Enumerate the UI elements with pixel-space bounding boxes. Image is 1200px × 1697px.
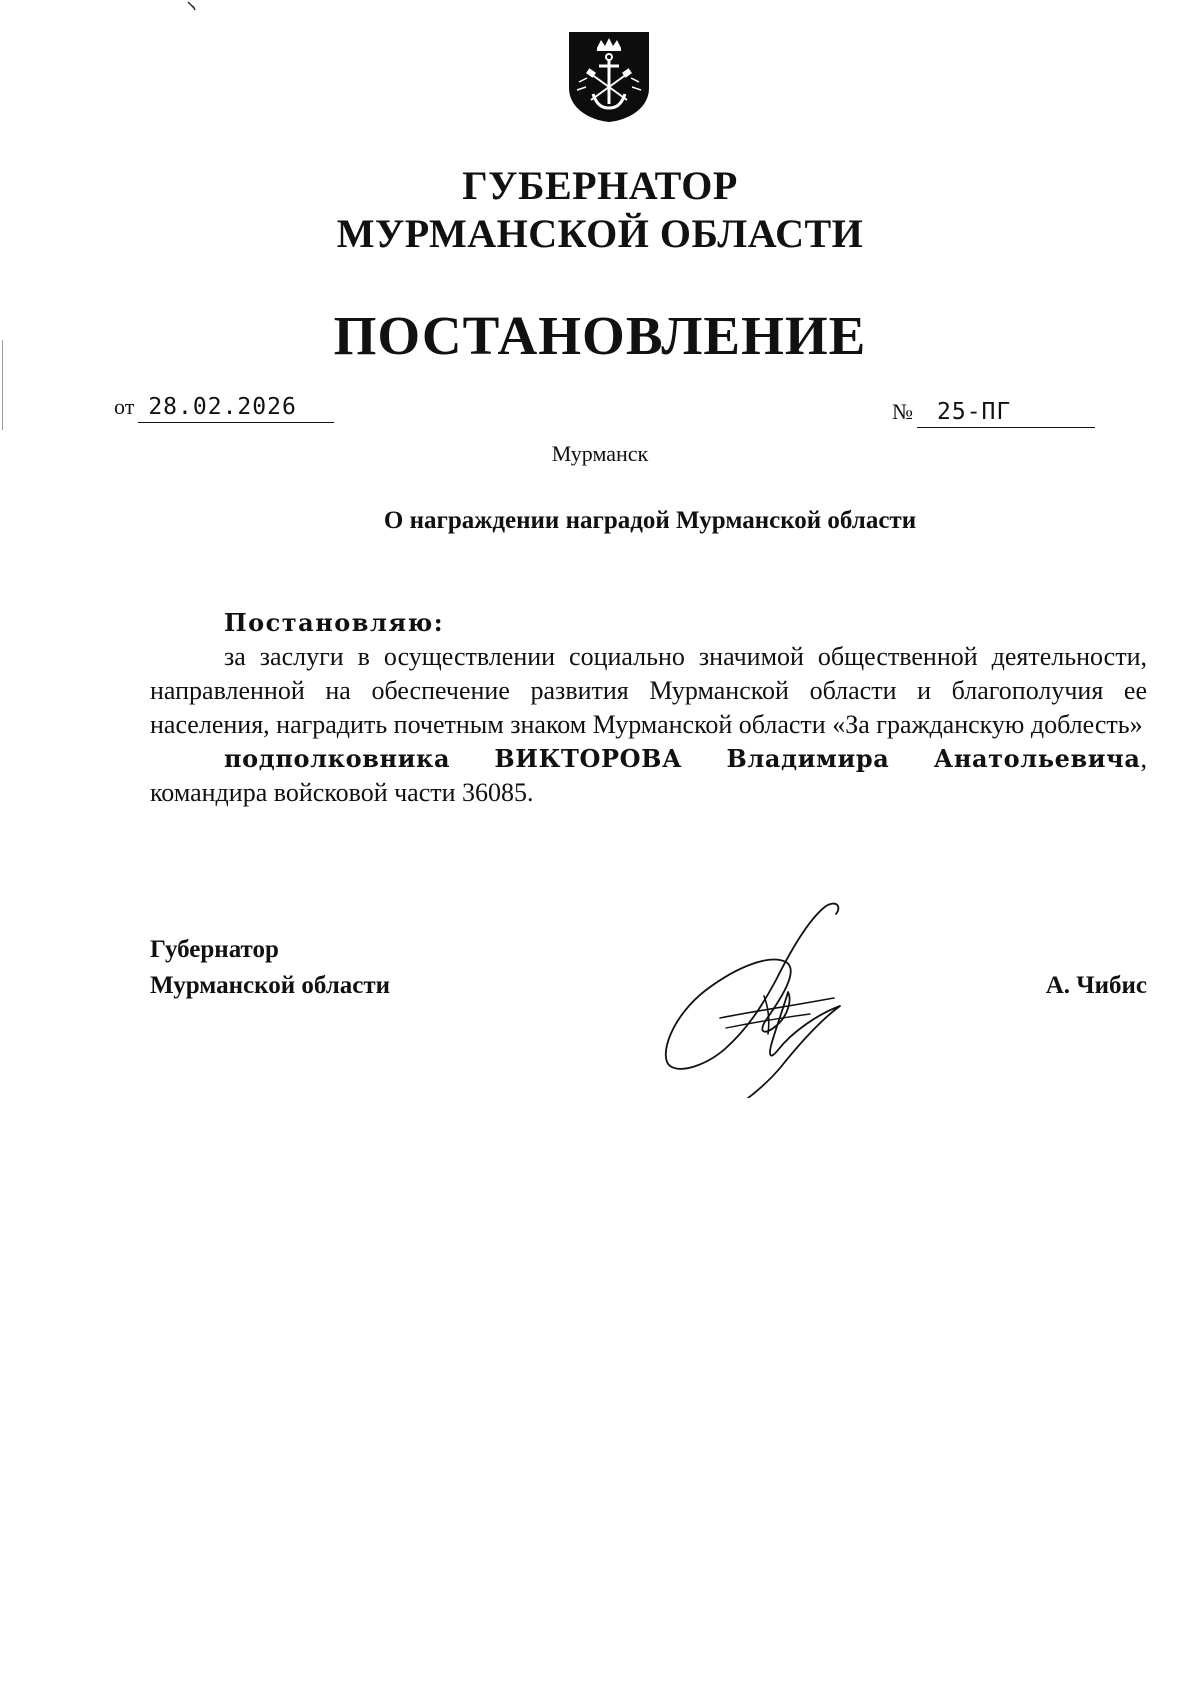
awardee-paragraph (150, 742, 1147, 810)
number-row (892, 397, 1095, 428)
scan-artifact-mark (186, 0, 200, 14)
issuer-heading (0, 162, 1200, 258)
date-row (114, 392, 334, 423)
signer-title (150, 932, 390, 1004)
issuer-line-1: ГУБЕРНАТОР (462, 163, 738, 208)
issuer-line-2: МУРМАНСКОЙ ОБЛАСТИ (336, 211, 864, 256)
city-label: Мурманск (551, 441, 649, 466)
signer-name: А. Чибис (1045, 972, 1147, 999)
decree-word: Постановляю: (224, 608, 445, 637)
document-subject: О награждении наградой Мурманской области (383, 507, 917, 534)
number-value: 25-ПГ (917, 397, 1095, 428)
date-value: 28.02.2026 (138, 392, 334, 423)
document-body (150, 606, 1147, 810)
document-type-title: ПОСТАНОВЛЕНИЕ (333, 305, 867, 366)
awardee-name: подполковника ВИКТОРОВА Владимира Анатольевича (224, 744, 1141, 773)
date-prefix: от (114, 394, 135, 419)
number-prefix: № (892, 399, 913, 424)
award-paragraph: за заслуги в осуществлении социально значимой общественной деятельности, направленной на обеспечение развития Мурманской области и благополучия ее населения, наградить почетным знаком Мурманской области «За гражданскую доблесть» (150, 642, 1147, 739)
signer-title-line-1: Губернатор (150, 936, 279, 963)
handwritten-signature (660, 888, 920, 1098)
awardee-position: , командира войсковой части 36085. (150, 744, 1147, 807)
coat-of-arms-icon (567, 30, 651, 124)
signer-title-line-2: Мурманской области (150, 972, 391, 999)
